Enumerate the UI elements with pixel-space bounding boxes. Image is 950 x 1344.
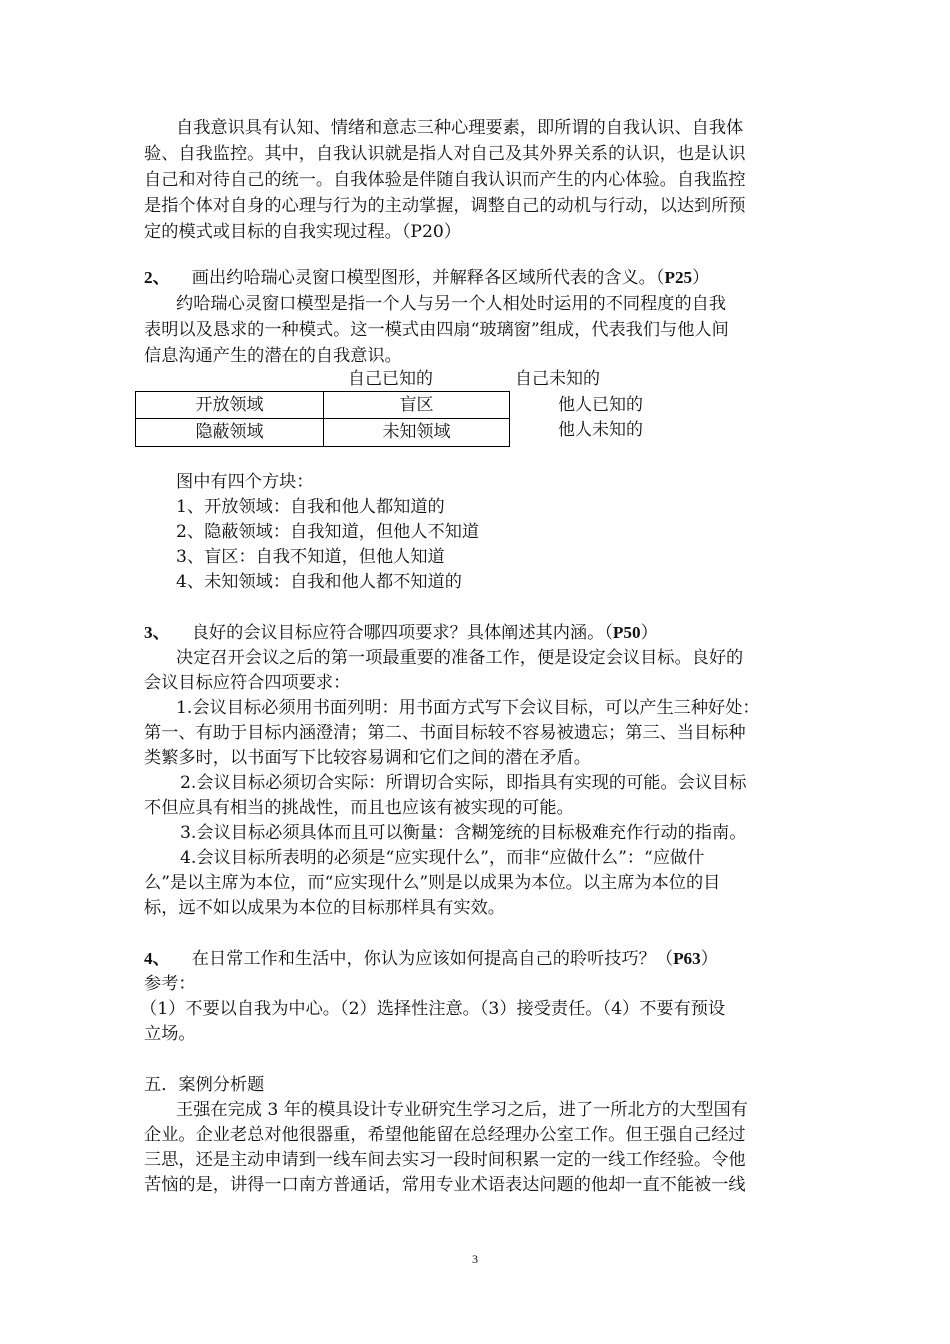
list-item: 2、隐蔽领域：自我知道，但他人不知道 bbox=[176, 522, 480, 542]
q3-body-line: 决定召开会议之后的第一项最重要的准备工作，便是设定会议目标。良好的 bbox=[176, 648, 744, 668]
case-body-line: 苦恼的是，讲得一口南方普通话，常用专业术语表达问题的他却一直不能被一线 bbox=[144, 1175, 746, 1195]
q3-body-line: 2.会议目标必须切合实际：所谓切合实际，即指具有实现的可能。会议目标 bbox=[180, 773, 747, 793]
para1-line: 定的模式或目标的自我实现过程。（P20） bbox=[144, 222, 462, 242]
row-label-others-unknown: 他人未知的 bbox=[558, 420, 643, 440]
question-number: 2、 bbox=[144, 268, 170, 287]
para1-line: 自我意识具有认知、情绪和意志三种心理要素，即所谓的自我认识、自我体 bbox=[176, 118, 744, 138]
q3-body-line: 3.会议目标必须具体而且可以衡量：含糊笼统的目标极难充作行动的指南。 bbox=[180, 823, 747, 843]
q3-body-line: 第一、有助于目标内涵澄清；第二、书面目标较不容易被遗忘；第三、当目标种 bbox=[144, 723, 746, 743]
unknown-area-cell: 未知领域 bbox=[382, 422, 451, 442]
q3-body-line: 会议目标应符合四项要求： bbox=[144, 673, 351, 693]
col-label-self-unknown: 自己未知的 bbox=[515, 369, 600, 389]
question-close: ） bbox=[640, 623, 658, 643]
page-ref: P25 bbox=[664, 268, 693, 287]
question-3-heading bbox=[144, 620, 658, 646]
col-label-self-known: 自己已知的 bbox=[348, 369, 433, 389]
question-4-heading bbox=[144, 946, 718, 972]
page-ref: P63 bbox=[673, 949, 701, 968]
blind-area-cell: 盲区 bbox=[324, 392, 509, 419]
q3-body-line: 标，远不如以成果为本位的目标那样具有实效。 bbox=[144, 898, 505, 918]
question-text: 画出约哈瑞心灵窗口模型图形，并解释各区域所代表的含义。（ bbox=[191, 268, 665, 288]
case-body-line: 三思，还是主动申请到一线车间去实习一段时间积累一定的一线工作经验。令他 bbox=[144, 1150, 746, 1170]
para1-line: 是指个体对自身的心理与行为的主动掌握，调整自己的动机与行动，以达到所预 bbox=[144, 196, 746, 216]
question-text: 良好的会议目标应符合哪四项要求？具体阐述其内涵。（ bbox=[191, 623, 613, 643]
page-ref: P50 bbox=[612, 623, 641, 642]
case-body-line: 企业。企业老总对他很器重，希望他能留在总经理办公室工作。但王强自己经过 bbox=[144, 1125, 746, 1145]
question-2-heading bbox=[144, 265, 709, 291]
q3-body-line: 么”是以主席为本位，而“应实现什么”则是以成果为本位。以主席为本位的目 bbox=[144, 873, 721, 893]
page-number: 3 bbox=[472, 1252, 478, 1266]
q2-body-line: 信息沟通产生的潜在的自我意识。 bbox=[144, 346, 402, 366]
para1-line: 验、自我监控。其中，自我认识就是指人对自己及其外界关系的认识，也是认识 bbox=[144, 144, 746, 164]
question-close: ） bbox=[692, 268, 710, 288]
section-heading: 五．案例分析题 bbox=[144, 1075, 265, 1095]
list-item: 4、未知领域：自我和他人都不知道的 bbox=[176, 572, 462, 592]
q3-body-line: 不但应具有相当的挑战性，而且也应该有被实现的可能。 bbox=[144, 798, 574, 818]
list-item: 3、盲区：自我不知道，但他人知道 bbox=[176, 547, 445, 567]
question-number: 3、 bbox=[144, 623, 170, 642]
q3-body-line: 1.会议目标必须用书面列明：用书面方式写下会议目标，可以产生三种好处： bbox=[176, 698, 760, 718]
list-intro: 图中有四个方块： bbox=[176, 472, 314, 492]
list-item: 1、开放领域：自我和他人都知道的 bbox=[176, 497, 445, 517]
q3-body-line: 类繁多时，以书面写下比较容易调和它们之间的潜在矛盾。 bbox=[144, 748, 591, 768]
question-number: 4、 bbox=[144, 949, 170, 968]
case-body-line: 王强在完成 3 年的模具设计专业研究生学习之后，进了一所北方的大型国有 bbox=[176, 1100, 748, 1120]
q3-body-line: 4.会议目标所表明的必须是“应实现什么”，而非“应做什么”：“应做什 bbox=[180, 848, 705, 868]
q2-body-line: 约哈瑞心灵窗口模型是指一个人与另一个人相处时运用的不同程度的自我 bbox=[176, 294, 727, 314]
question-text: 在日常工作和生活中，你认为应该如何提高自己的聆听技巧？（ bbox=[191, 949, 674, 969]
johari-window-table bbox=[135, 391, 510, 447]
hidden-area-cell: 隐蔽领域 bbox=[136, 419, 324, 446]
question-close: ） bbox=[700, 949, 718, 969]
q4-body-line: 参考： bbox=[144, 974, 196, 994]
q2-body-line: 表明以及恳求的一种模式。这一模式由四扇“玻璃窗”组成，代表我们与他人间 bbox=[144, 320, 729, 340]
open-area-cell: 开放领域 bbox=[136, 392, 324, 419]
q4-body-line: （1）不要以自我为中心。（2）选择性注意。（3）接受责任。（4）不要有预设 bbox=[140, 999, 726, 1019]
row-label-others-known: 他人已知的 bbox=[558, 395, 643, 415]
q4-body-line: 立场。 bbox=[144, 1024, 196, 1044]
para1-line: 自己和对待自己的统一。自我体验是伴随自我认识而产生的内心体验。自我监控 bbox=[144, 170, 746, 190]
